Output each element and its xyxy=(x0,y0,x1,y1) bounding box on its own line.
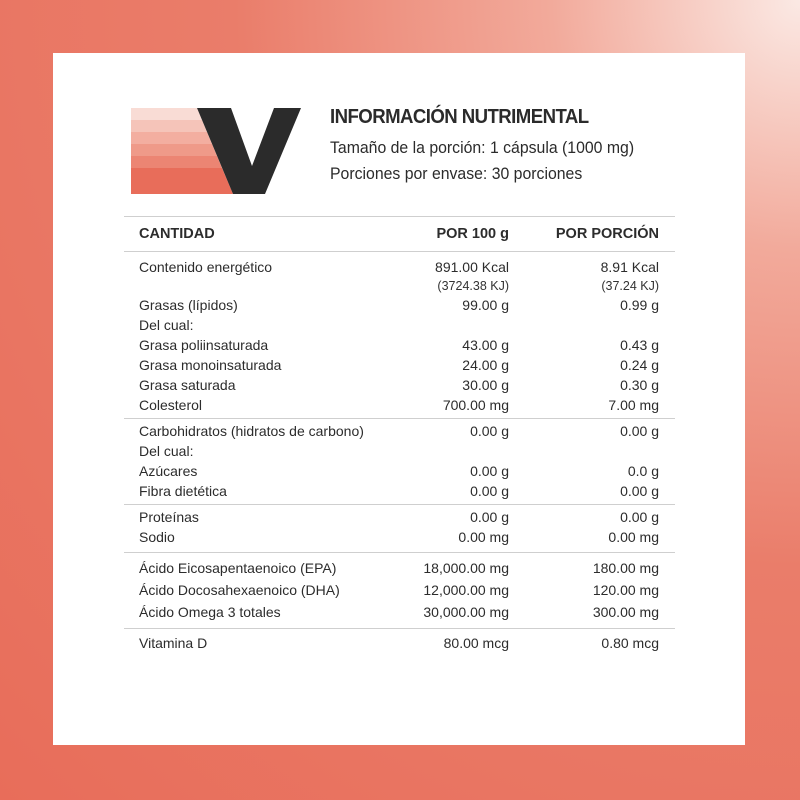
per-100g-value: 0.00 g xyxy=(470,463,509,479)
per-100g-value: 0.00 mg xyxy=(458,529,509,545)
per-serving-value: 300.00 mg xyxy=(592,604,659,620)
table-row-omega3-total xyxy=(124,602,675,624)
per-100g-value: 30,000.00 mg xyxy=(423,604,509,620)
nutrition-card xyxy=(53,53,745,745)
row-label: Grasa monoinsaturada xyxy=(139,357,282,373)
per-serving-kj-value: (37.24 KJ) xyxy=(601,279,659,293)
per-serving-value: 180.00 mg xyxy=(592,560,659,576)
table-row-sodium xyxy=(124,527,675,547)
row-label: Grasa saturada xyxy=(139,377,236,393)
v-brand-logo-icon xyxy=(131,108,301,194)
row-label: Sodio xyxy=(139,529,175,545)
per-100g-value: 12,000.00 mg xyxy=(423,582,509,598)
per-100g-value: 0.00 g xyxy=(470,423,509,439)
row-label: Grasas (lípidos) xyxy=(139,297,238,313)
table-header xyxy=(124,216,675,252)
per-serving-value: 0.99 g xyxy=(620,297,659,313)
per-serving-value: 0.43 g xyxy=(620,337,659,353)
per-serving-value: 0.00 g xyxy=(620,483,659,499)
row-label: Grasa poliinsaturada xyxy=(139,337,269,353)
per-serving-value: 0.30 g xyxy=(620,377,659,393)
per-100g-value: 0.00 g xyxy=(470,483,509,499)
row-label: Ácido Eicosapentaenoico (EPA) xyxy=(139,560,337,576)
table-row-fiber xyxy=(124,481,675,501)
per-100g-value: 18,000.00 mg xyxy=(423,560,509,576)
table-row-carbs-of-which xyxy=(124,441,675,461)
table-row-saturated xyxy=(124,375,675,395)
servings-per-container: Porciones por envase: 30 porciones xyxy=(330,164,583,183)
table-row-fats-of-which xyxy=(124,315,675,335)
page-title: INFORMACIÓN NUTRIMENTAL xyxy=(330,106,589,128)
row-label: Colesterol xyxy=(139,397,203,413)
per-100g-value: 0.00 g xyxy=(470,509,509,525)
per-serving-value: 0.00 g xyxy=(620,509,659,525)
per-100g-value: 80.00 mcg xyxy=(443,635,509,651)
column-header-per-100g: POR 100 g xyxy=(436,226,509,242)
per-serving-value: 8.91 Kcal xyxy=(600,259,659,275)
row-label: Del cual: xyxy=(139,317,194,333)
table-row-carbs xyxy=(124,418,675,441)
per-serving-value: 0.00 mg xyxy=(608,529,659,545)
table-row-epa xyxy=(124,552,675,580)
table-row-sugars xyxy=(124,461,675,481)
per-serving-value: 0.0 g xyxy=(627,463,659,479)
table-row-protein xyxy=(124,504,675,527)
row-label: Ácido Omega 3 totales xyxy=(139,604,281,620)
row-label: Contenido energético xyxy=(139,259,273,275)
table-row-energy xyxy=(124,257,675,277)
per-100g-value: 891.00 Kcal xyxy=(435,259,509,275)
table-row-polyunsaturated xyxy=(124,335,675,355)
per-100g-kj-value: (3724.38 KJ) xyxy=(437,279,509,293)
per-100g-value: 24.00 g xyxy=(462,357,509,373)
table-row-monounsaturated xyxy=(124,355,675,375)
row-label: Fibra dietética xyxy=(139,483,227,499)
table-row-cholesterol xyxy=(124,395,675,415)
table-row-energy-kj xyxy=(124,277,675,295)
row-label: Carbohidratos (hidratos de carbono) xyxy=(139,423,364,439)
serving-size: Tamaño de la porción: 1 cápsula (1000 mg) xyxy=(330,138,635,157)
column-header-quantity: CANTIDAD xyxy=(139,226,215,242)
per-100g-value: 30.00 g xyxy=(462,377,509,393)
per-serving-value: 0.80 mcg xyxy=(601,635,659,651)
row-label: Proteínas xyxy=(139,509,199,525)
per-100g-value: 700.00 mg xyxy=(442,397,509,413)
row-label: Azúcares xyxy=(139,463,198,479)
product-header xyxy=(330,105,657,187)
row-label: Del cual: xyxy=(139,443,194,459)
column-header-per-serving: POR PORCIÓN xyxy=(555,226,659,242)
per-serving-value: 7.00 mg xyxy=(608,397,659,413)
nutrition-table xyxy=(124,216,675,653)
per-serving-value: 120.00 mg xyxy=(592,582,659,598)
row-label: Vitamina D xyxy=(139,635,208,651)
table-row-vitamin-d xyxy=(124,628,675,653)
row-label: Ácido Docosahexaenoico (DHA) xyxy=(139,582,340,598)
table-row-fats xyxy=(124,295,675,315)
table-row-dha xyxy=(124,580,675,602)
per-serving-value: 0.24 g xyxy=(620,357,659,373)
per-serving-value: 0.00 g xyxy=(620,423,659,439)
per-100g-value: 99.00 g xyxy=(462,297,509,313)
per-100g-value: 43.00 g xyxy=(462,337,509,353)
